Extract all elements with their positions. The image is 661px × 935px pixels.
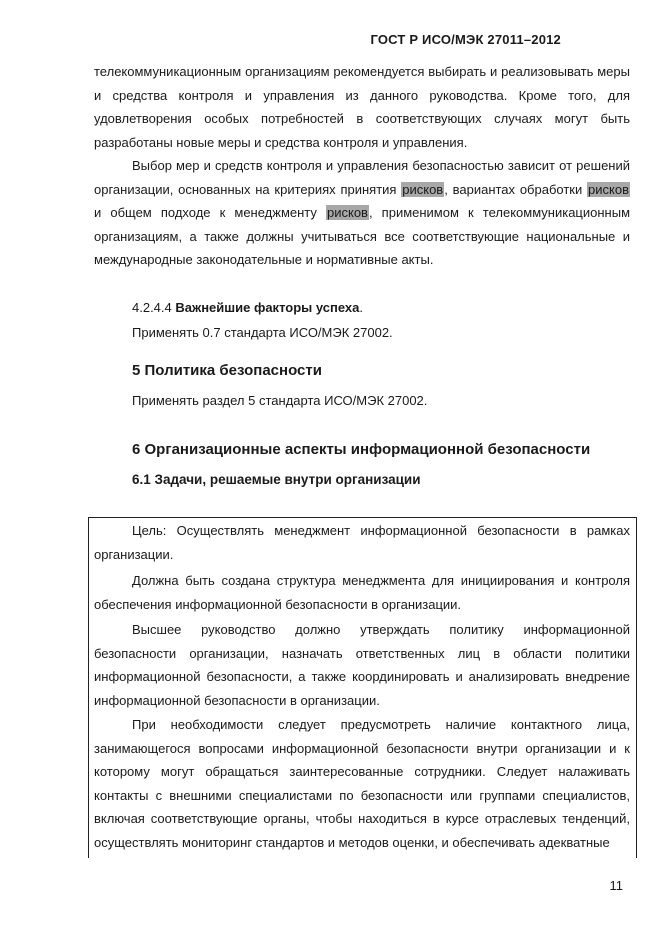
highlighted-word: рисков	[327, 205, 368, 220]
document-header: ГОСТ Р ИСО/МЭК 27011–2012	[370, 32, 561, 47]
section-61-heading: 6.1 Задачи, решаемые внутри организации	[132, 472, 421, 487]
paragraph-continuation: телекоммуникационным организациям рекомендуется выбирать и реализовывать меры и средства контроля и управления из данного руководства. Кроме того, для удовлетворения особых потребностей в соответствующих случаях могут быть разработаны новые меры и средства контроля и управления.	[94, 64, 630, 150]
page-number: 11	[609, 878, 623, 893]
section-5-heading: 5 Политика безопасности	[132, 362, 322, 379]
highlighted-word: рисков	[588, 181, 629, 197]
text-segment: и общем подходе к менеджменту	[94, 205, 326, 220]
box-paragraph-contact: При необходимости следует предусмотреть наличие контактного лица, занимающегося вопросами информационной безопасности внутри организации и к которому могут обращаться заинтересованные сотрудники. Следует налаживать контакты с внешними специалистами по безопасности или группами специалистов, включая соответствующие органы, чтобы находиться в курсе отраслевых тенденций, осуществлять мониторинг стандартов и методов оценки, и обеспечивать адекватные	[94, 717, 630, 850]
text-segment: Выбор мер и средств контроля и управления безопасностью зависит от решений организации, основанных на критериях принятия	[94, 158, 630, 197]
section-6-heading: 6 Организационные аспекты информационной безопасности	[132, 441, 591, 458]
paragraph-controls-selection	[94, 154, 630, 272]
subsection-title: Важнейшие факторы успеха	[175, 300, 360, 315]
box-paragraph-structure: Должна быть создана структура менеджмента для инициирования и контроля обеспечения информационной безопасности в организации.	[94, 573, 630, 612]
highlighted-word: рисков	[402, 181, 444, 197]
subsection-period: .	[359, 300, 363, 315]
subsection-4244	[132, 300, 363, 315]
apply-07-text: Применять 0.7 стандарта ИСО/МЭК 27002.	[132, 325, 393, 340]
subsection-number: 4.2.4.4	[132, 300, 176, 315]
box-paragraph-management: Высшее руководство должно утверждать политику информационной безопасности организации, назначать ответственных лиц в области политики информационной безопасности, а также координировать и анализировать внедрение информационной безопасности в организации.	[94, 622, 630, 708]
section-5-text: Применять раздел 5 стандарта ИСО/МЭК 27002.	[132, 393, 428, 408]
text-segment: , вариантах обработки	[444, 181, 588, 197]
box-paragraph-goal: Цель: Осуществлять менеджмент информационной безопасности в рамках организации.	[94, 523, 630, 562]
text-segment: , применимом к телекоммуникационным организациям, а также должны учитываться все соответствующие национальные и международные законодательные и нормативные акты.	[94, 205, 631, 267]
